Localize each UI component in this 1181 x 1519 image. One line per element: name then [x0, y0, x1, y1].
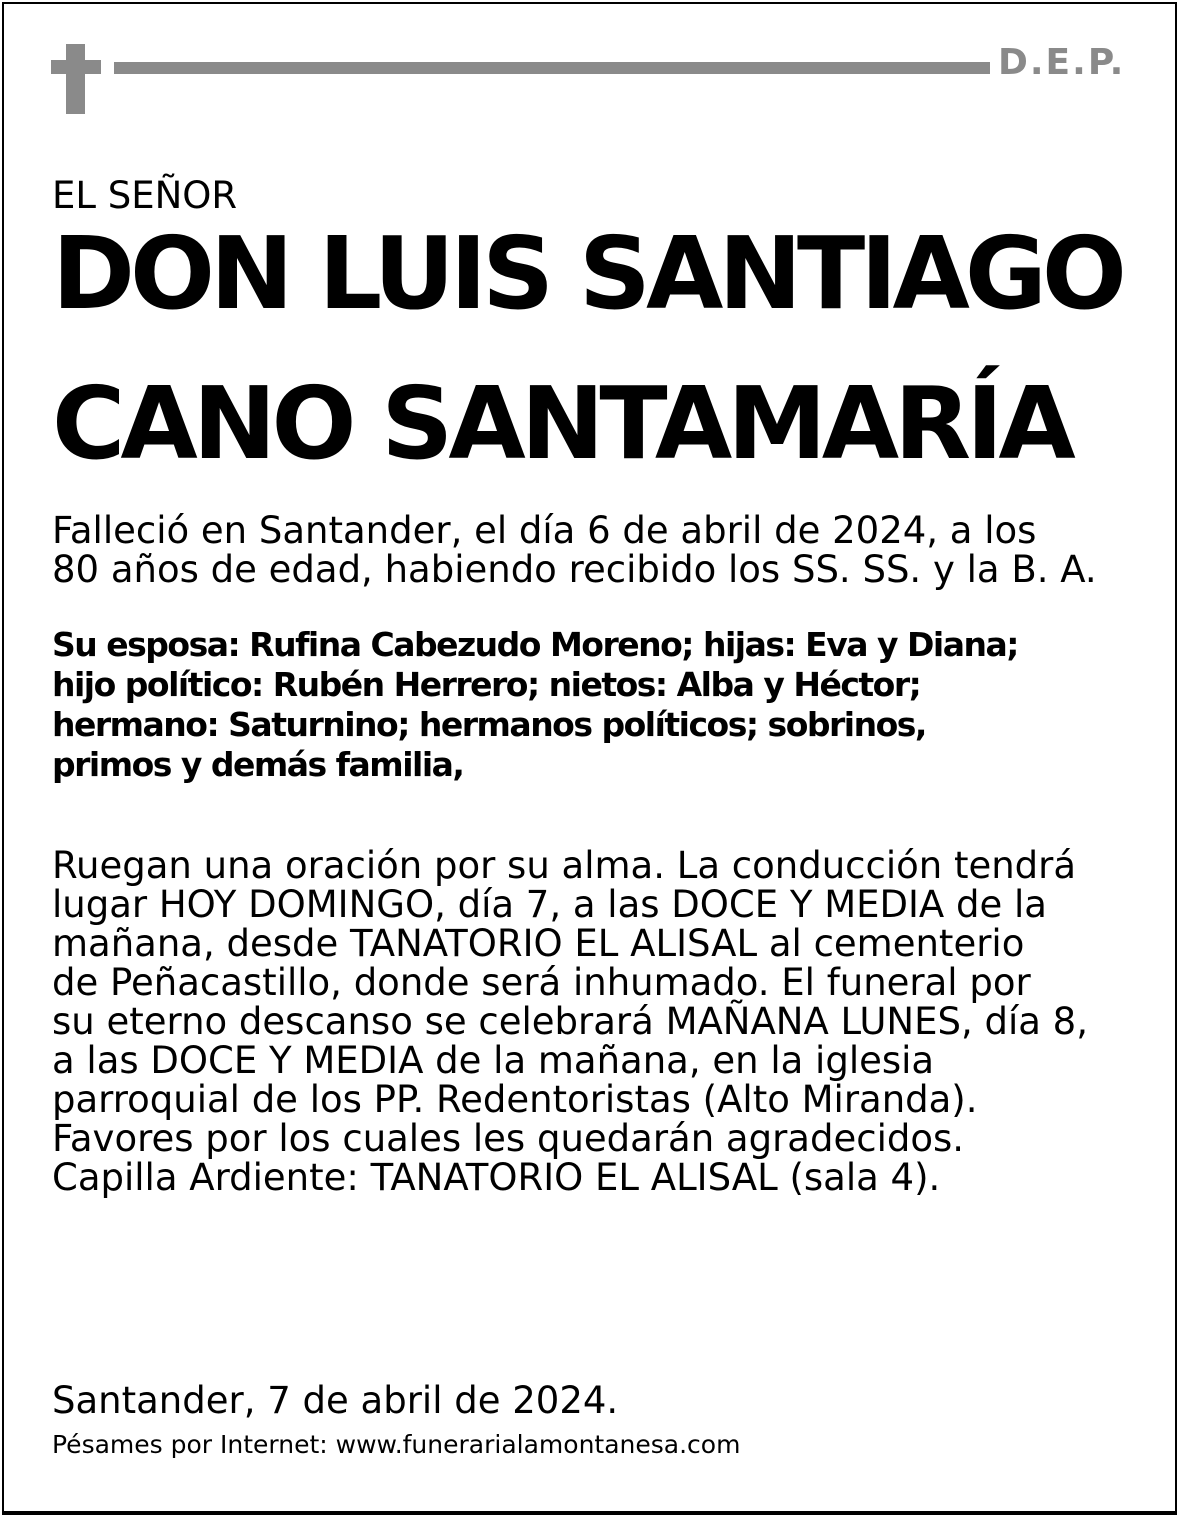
honorific: EL SEÑOR — [52, 174, 238, 217]
cross-icon-bar — [51, 60, 101, 74]
deceased-name-line-2: CANO SANTAMARÍA — [52, 365, 1071, 482]
service-line: Capilla Ardiente: TANATORIO EL ALISAL (sala 4). — [52, 1156, 941, 1199]
family-line: Su esposa: Rufina Cabezudo Moreno; hijas: Eva y Diana; — [52, 625, 1018, 664]
service-line: a las DOCE Y MEDIA de la mañana, en la iglesia — [52, 1039, 935, 1082]
family-line: hermano: Saturnino; hermanos políticos; sobrinos, — [52, 705, 926, 744]
deceased-name-line-1: DON LUIS SANTIAGO — [52, 215, 1122, 332]
service-line: Favores por los cuales les quedarán agradecidos. — [52, 1117, 965, 1160]
obituary-card — [2, 2, 1177, 1515]
cross-icon — [66, 44, 85, 114]
death-notice-line: Falleció en Santander, el día 6 de abril de 2024, a los — [52, 509, 1037, 552]
dep-label: D.E.P. — [998, 42, 1126, 83]
service-line: Ruegan una oración por su alma. La conducción tendrá — [52, 844, 1077, 887]
service-line: lugar HOY DOMINGO, día 7, a las DOCE Y MEDIA de la — [52, 883, 1047, 926]
death-notice-line: 80 años de edad, habiendo recibido los SS. SS. y la B. A. — [52, 548, 1097, 591]
service-line: su eterno descanso se celebrará MAÑANA LUNES, día 8, — [52, 1000, 1088, 1043]
service-line: mañana, desde TANATORIO EL ALISAL al cementerio — [52, 922, 1025, 965]
family-line: hijo político: Rubén Herrero; nietos: Alba y Héctor; — [52, 665, 921, 704]
place-date: Santander, 7 de abril de 2024. — [52, 1379, 619, 1422]
death-notice — [52, 511, 1097, 589]
service-line: de Peñacastillo, donde será inhumado. El funeral por — [52, 961, 1031, 1004]
condolences-web: Pésames por Internet: www.funerarialamontanesa.com — [52, 1430, 741, 1459]
header-rule — [114, 62, 990, 74]
service-details — [52, 846, 1088, 1197]
family-line: primos y demás familia, — [52, 745, 464, 784]
family-list — [52, 625, 1018, 785]
service-line: parroquial de los PP. Redentoristas (Alto Miranda). — [52, 1078, 978, 1121]
